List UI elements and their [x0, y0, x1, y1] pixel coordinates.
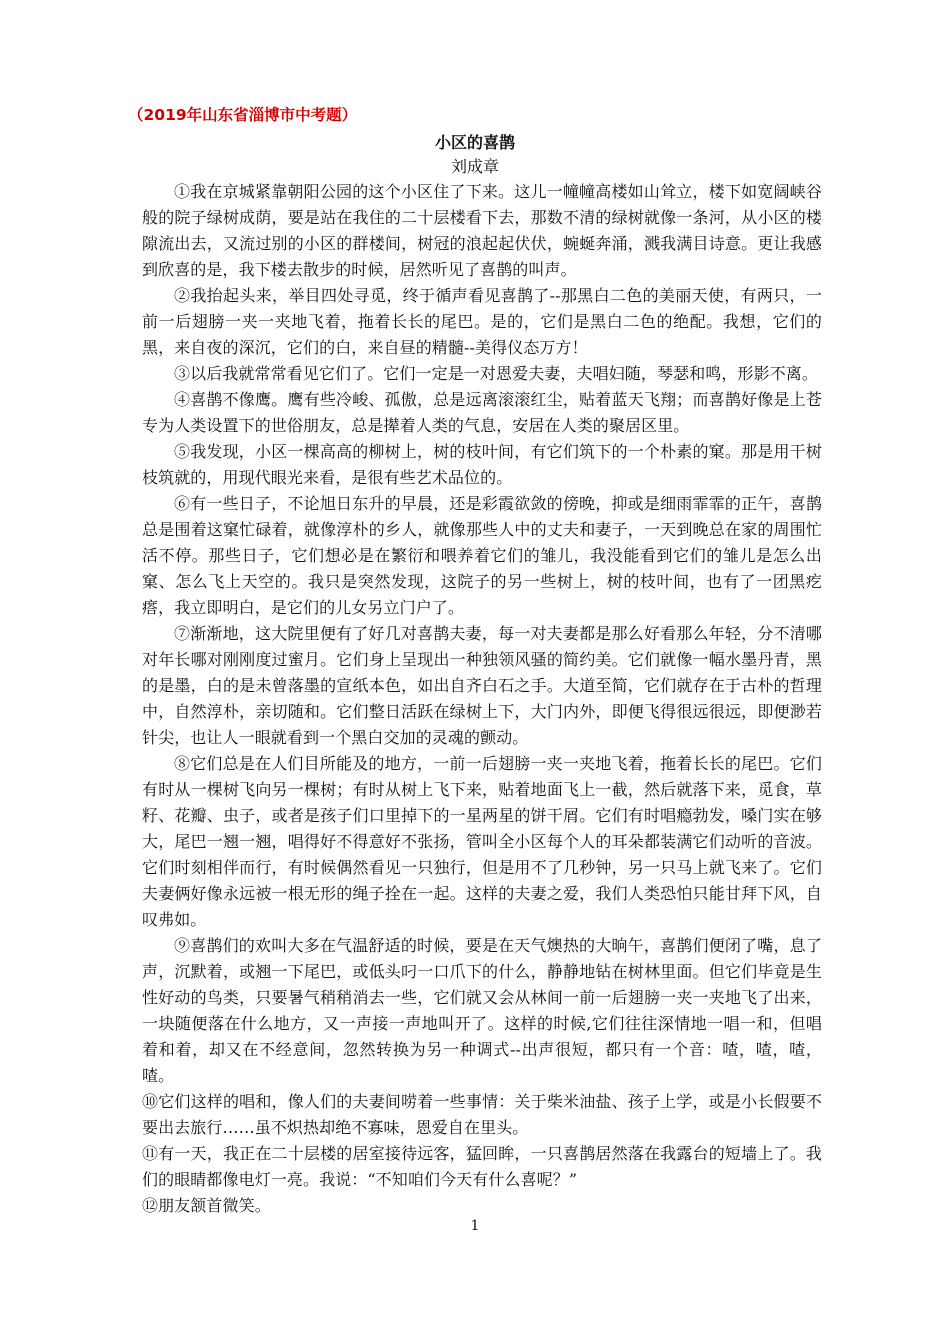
paragraph-6: ⑥有一些日子，不论旭日东升的早晨，还是彩霞欲敛的傍晚，抑或是细雨霏霏的正午，喜鹊总是围着这窠忙碌着，就像淳朴的乡人，就像那些人中的丈夫和妻子，一天到晚总在家的周围忙活不停。那些日子，它们想必是在繁衍和喂养着它们的雏儿，我没能看到它们的雏儿是怎么出窠、怎么飞上天空的。我只是突然发现，这院子的另一些树上，树的枝叶间，也有了一团黑疙瘩，我立即明白，是它们的儿女另立门户了。: [142, 494, 822, 617]
article-author: 刘成章: [450, 157, 499, 176]
paragraph-1: ①我在京城紧靠朝阳公园的这个小区住了下来。这儿一幢幢高楼如山耸立，楼下如宽阔峡谷般的院子绿树成荫，要是站在我住的二十层楼看下去，那数不清的绿树就像一条河，从小区的楼隙流出去，又流过别的小区的群楼间，树冠的浪起起伏伏，蜿蜒奔涌，溅我满目诗意。更让我感到欣喜的是，我下楼去散步的时候，居然听见了喜鹊的叫声。: [142, 182, 822, 279]
paragraph-7: ⑦渐渐地，这大院里便有了好几对喜鹊夫妻，每一对夫妻都是那么好看那么年轻，分不清哪对年长哪对刚刚度过蜜月。它们身上呈现出一种独领风骚的简约美。它们就像一幅水墨丹青，黑的是墨，白的是未曾落墨的宣纸本色，如出自齐白石之手。大道至简，它们就存在于古朴的哲理中，自然淳朴，亲切随和。它们整日活跃在绿树上下，大门内外，即便飞得很远很远，即便渺若针尖，也让人一眼就看到一个黑白交加的灵魂的颤动。: [142, 624, 822, 747]
paragraph-12: ⑫朋友颔首微笑。: [142, 1196, 271, 1215]
paragraph-2: ②我抬起头来，举目四处寻觅，终于循声看见喜鹊了--那黑白二色的美丽天使，有两只，一前一后翅膀一夹一夹地飞着，拖着长长的尾巴。是的，它们是黑白二色的绝配。我想，它们的黑，来自夜的深沉，它们的白，来自昼的精髓--美得仪态万方！: [142, 286, 822, 357]
article-body: [142, 179, 822, 1219]
paragraph-11: ⑪有一天，我正在二十层楼的居室接待远客，猛回眸，一只喜鹊居然落在我露台的短墙上了。我们的眼睛都像电灯一亮。我说：“不知咱们今天有什么喜呢？”: [142, 1144, 822, 1189]
paragraph-10: ⑩它们这样的唱和，像人们的夫妻间唠着一些事情：关于柴米油盐、孩子上学，或是小长假要不要出去旅行……虽不炽热却绝不寡味，恩爱自在里头。: [142, 1092, 822, 1137]
exam-source-label: （2019年山东省淄博市中考题）: [128, 106, 358, 124]
page-number: 1: [470, 1218, 480, 1234]
paragraph-5: ⑤我发现，小区一棵高高的柳树上，树的枝叶间，有它们筑下的一个朴素的窠。那是用干树枝筑就的，用现代眼光来看，是很有些艺术品位的。: [142, 442, 822, 487]
paragraph-9: ⑨喜鹊们的欢叫大多在气温舒适的时候，要是在天气燠热的大晌午，喜鹊们便闭了嘴，息了声，沉默着，或翘一下尾巴，或低头叼一口爪下的什么，静静地钻在树林里面。但它们毕竟是生性好动的鸟类，只要暑气稍稍消去一些，它们就又会从林间一前一后翅膀一夹一夹地飞了出来，一块随便落在什么地方，又一声接一声地叫开了。这样的时候,它们往往深情地一唱一和，但唱着和着，却又在不经意间，忽然转换为另一种调式--出声很短，都只有一个音：喳，喳，喳，喳。: [142, 936, 822, 1085]
article-title: 小区的喜鹊: [434, 133, 515, 152]
paragraph-8: ⑧它们总是在人们目所能及的地方，一前一后翅膀一夹一夹地飞着，拖着长长的尾巴。它们有时从一棵树飞向另一棵树；有时从树上飞下来，贴着地面飞上一截，然后就落下来，觅食，草籽、花瓣、虫子，或者是孩子们口里掉下的一星两星的饼干屑。它们有时唱瘾勃发，嗓门实在够大，尾巴一翘一翘，唱得好不得意好不张扬，管叫全小区每个人的耳朵都装满它们动听的音波。它们时刻相伴而行，有时候偶然看见一只独行，但是用不了几秒钟，另一只马上就飞来了。它们夫妻俩好像永远被一根无形的绳子拴在一起。这样的夫妻之爱，我们人类恐怕只能甘拜下风，自叹弗如。: [142, 754, 822, 929]
paragraph-3: ③以后我就常常看见它们了。它们一定是一对恩爱夫妻，夫唱妇随，琴瑟和鸣，形影不离。: [174, 364, 819, 383]
paragraph-4: ④喜鹊不像鹰。鹰有些冷峻、孤傲，总是远离滚滚红尘，贴着蓝天飞翔；而喜鹊好像是上苍专为人类设置下的世俗朋友，总是撵着人类的气息，安居在人类的聚居区里。: [142, 390, 822, 435]
